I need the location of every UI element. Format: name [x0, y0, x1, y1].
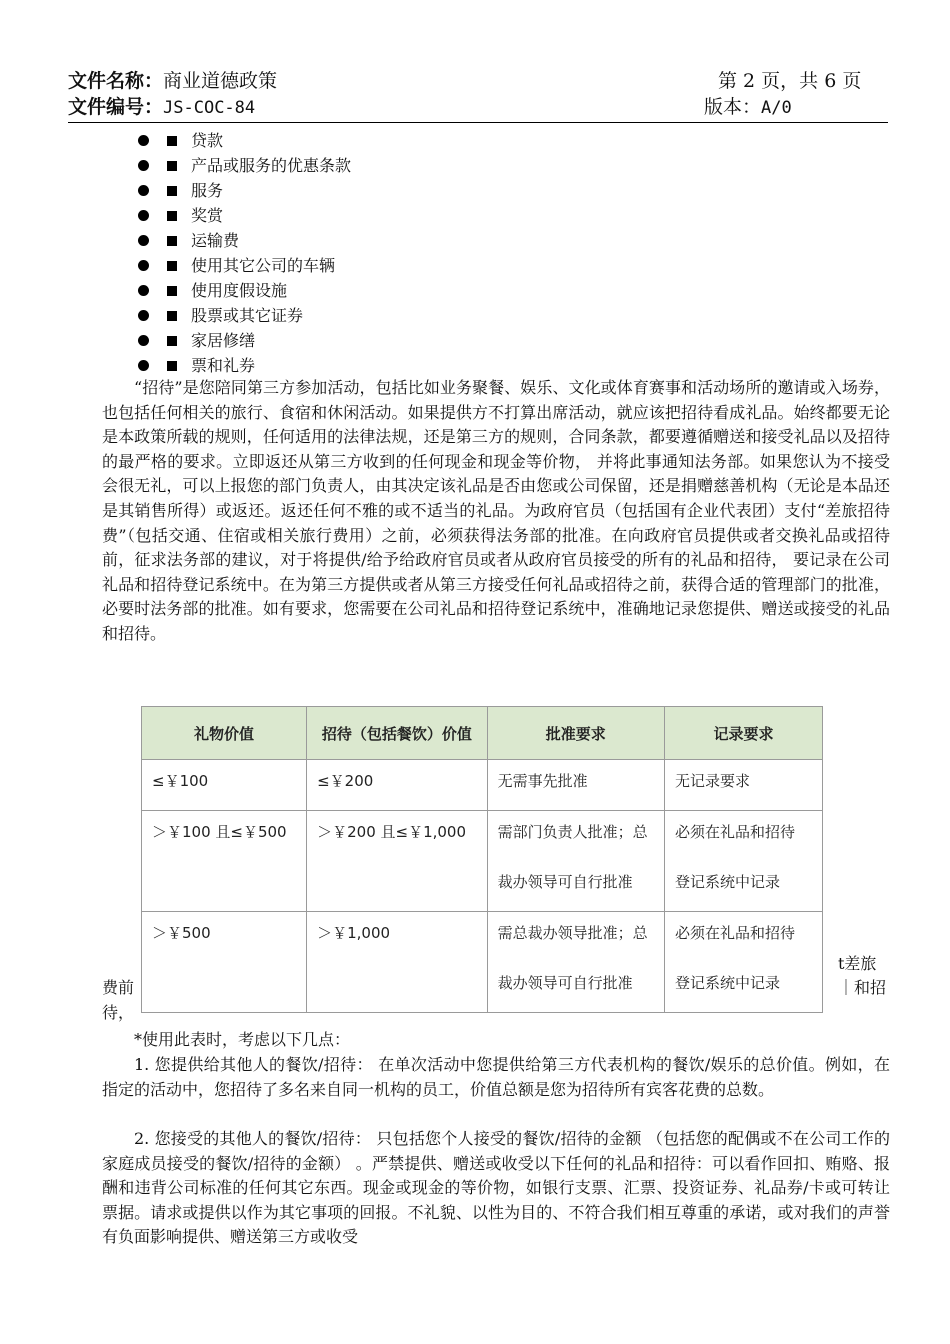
point-1-paragraph: 1. 您提供给其他人的餐饮/招待： 在单次活动中您提供给第三方代表机构的餐饮/娱乐的总价值。例如，在指定的活动中，您招待了多名来自同一机构的员工，价值总额是您为招待所有宾客花费的总数。 — [102, 1055, 890, 1099]
table-row — [142, 912, 823, 1013]
hospitality-value-cell: ＞￥1,000 — [307, 912, 488, 1013]
table-header-row — [142, 707, 823, 760]
document-header — [68, 66, 888, 123]
version-row — [704, 94, 792, 120]
list-item: 运输费 — [138, 228, 351, 253]
bullet-dot-icon — [138, 210, 149, 221]
gift-value-cell: ≤￥100 — [142, 760, 307, 811]
hidden-fragment-right-2: ｜和招 — [838, 978, 887, 997]
file-name-row — [68, 68, 277, 94]
bullet-dot-icon — [138, 310, 149, 321]
record-cell: 无记录要求 — [664, 760, 822, 811]
table-row — [142, 760, 823, 811]
bullet-dot-icon — [138, 185, 149, 196]
gift-approval-table — [141, 706, 823, 1013]
square-bullet-icon — [167, 236, 177, 246]
file-number-row — [68, 94, 255, 120]
square-bullet-icon — [167, 186, 177, 196]
list-item: 使用其它公司的车辆 — [138, 253, 351, 278]
hospitality-value-cell: ≤￥200 — [307, 760, 488, 811]
square-bullet-icon — [167, 361, 177, 371]
column-header: 礼物价值 — [142, 707, 307, 760]
list-item: 家居修缮 — [138, 328, 351, 353]
hidden-fragment-left-1: 费前 — [102, 978, 135, 997]
page-info: 第 2 页，共 6 页 — [718, 70, 862, 92]
square-bullet-icon — [167, 261, 177, 271]
list-item: 贷款 — [138, 128, 351, 153]
column-header: 记录要求 — [664, 707, 822, 760]
list-item: 票和礼券 — [138, 353, 351, 378]
record-cell: 必须在礼品和招待 登记系统中记录 — [664, 811, 822, 912]
file-name-label: 文件名称： — [68, 70, 164, 92]
list-item: 使用度假设施 — [138, 278, 351, 303]
bullet-dot-icon — [138, 260, 149, 271]
approval-cell: 需部门负责人批准；总 裁办领导可自行批准 — [487, 811, 664, 912]
file-name-value: 商业道德政策 — [163, 70, 278, 92]
list-item: 奖赏 — [138, 203, 351, 228]
approval-cell: 需总裁办领导批准；总 裁办领导可自行批准 — [487, 912, 664, 1013]
gift-value-cell: ＞￥500 — [142, 912, 307, 1013]
bullet-dot-icon — [138, 360, 149, 371]
approval-cell: 无需事先批准 — [487, 760, 664, 811]
list-item: 股票或其它证券 — [138, 303, 351, 328]
column-header: 招待（包括餐饮）价值 — [307, 707, 488, 760]
hospitality-paragraph: “招待”是您陪同第三方参加活动，包括比如业务聚餐、娱乐、文化或体育赛事和活动场所的邀请或入场券，也包括任何相关的旅行、食宿和休闲活动。如果提供方不打算出席活动，就应该把招待看成礼品。始终都要无论是本政策所载的规则，任何适用的法律法规，还是第三方的规则，合同条款，都要遵循赠送和接受礼品以及招待的最严格的要求。立即返还从第三方收到的任何现金和现金等价物， 并将此事通知法务部。如果您认为不接受会很无礼，可以上报您的部门负责人，由其决定该礼品是否由您或公司保留，还是捐赠慈善机构（无论是本品还是其销售所得）或返还。返还任何不雅的或不适当的礼品。为政府官员（包括国有企业代表团）支付“差旅招待费”（包括交通、住宿或相关旅行费用）之前，必须获得法务部的批准。在向政府官员提供或者交换礼品或招待前，征求法务部的建议，对于将提供/给予给政府官员或者从政府官员接受的所有的礼品和招待， 要记录在公司礼品和招待登记系统中。在为第三方提供或者从第三方接受任何礼品或招待之前，获得合适的管理部门的批准，必要时法务部的批准。如有要求，您需要在公司礼品和招待登记系统中，准确地记录您提供、赠送或接受的礼品和招待。 — [102, 378, 890, 643]
bullet-dot-icon — [138, 135, 149, 146]
record-cell: 必须在礼品和招待 登记系统中记录 — [664, 912, 822, 1013]
version-label: 版本： — [704, 96, 762, 118]
hidden-fragment-left-2: 待， — [102, 1003, 135, 1022]
bullet-list — [138, 128, 351, 378]
bullet-dot-icon — [138, 285, 149, 296]
table-note: *使用此表时，考虑以下几点： — [134, 1030, 351, 1049]
hospitality-value-cell: ＞￥200 且≤￥1,000 — [307, 811, 488, 912]
file-number-label: 文件编号： — [68, 96, 164, 118]
column-header: 批准要求 — [487, 707, 664, 760]
file-number-value: JS-COC-84 — [163, 98, 256, 118]
hidden-fragment-right-1: t差旅 — [838, 954, 877, 973]
square-bullet-icon — [167, 161, 177, 171]
gift-value-cell: ＞￥100 且≤￥500 — [142, 811, 307, 912]
square-bullet-icon — [167, 311, 177, 321]
square-bullet-icon — [167, 286, 177, 296]
point-2-paragraph: 2. 您接受的其他人的餐饮/招待： 只包括您个人接受的餐饮/招待的金额 （包括您的配偶或不在公司工作的家庭成员接受的餐饮/招待的金额） 。严禁提供、赠送或收受以下任何的礼品和招待：可以看作回扣、贿赂、报酬和违背公司标准的任何其它东西。现金或现金的等价物，如银行支票、汇票、投资证券、礼品券/卡或可转让票据。请求或提供以作为其它事项的回报。不礼貌、以性为目的、不符合我们相互尊重的承诺，或对我们的声誉有负面影响提供、赠送第三方或收受 — [102, 1129, 890, 1247]
bullet-dot-icon — [138, 235, 149, 246]
bullet-dot-icon — [138, 335, 149, 346]
square-bullet-icon — [167, 336, 177, 346]
list-item: 服务 — [138, 178, 351, 203]
version-value: A/0 — [761, 98, 792, 118]
list-item: 产品或服务的优惠条款 — [138, 153, 351, 178]
square-bullet-icon — [167, 211, 177, 221]
square-bullet-icon — [167, 136, 177, 146]
table-row — [142, 811, 823, 912]
bullet-dot-icon — [138, 160, 149, 171]
